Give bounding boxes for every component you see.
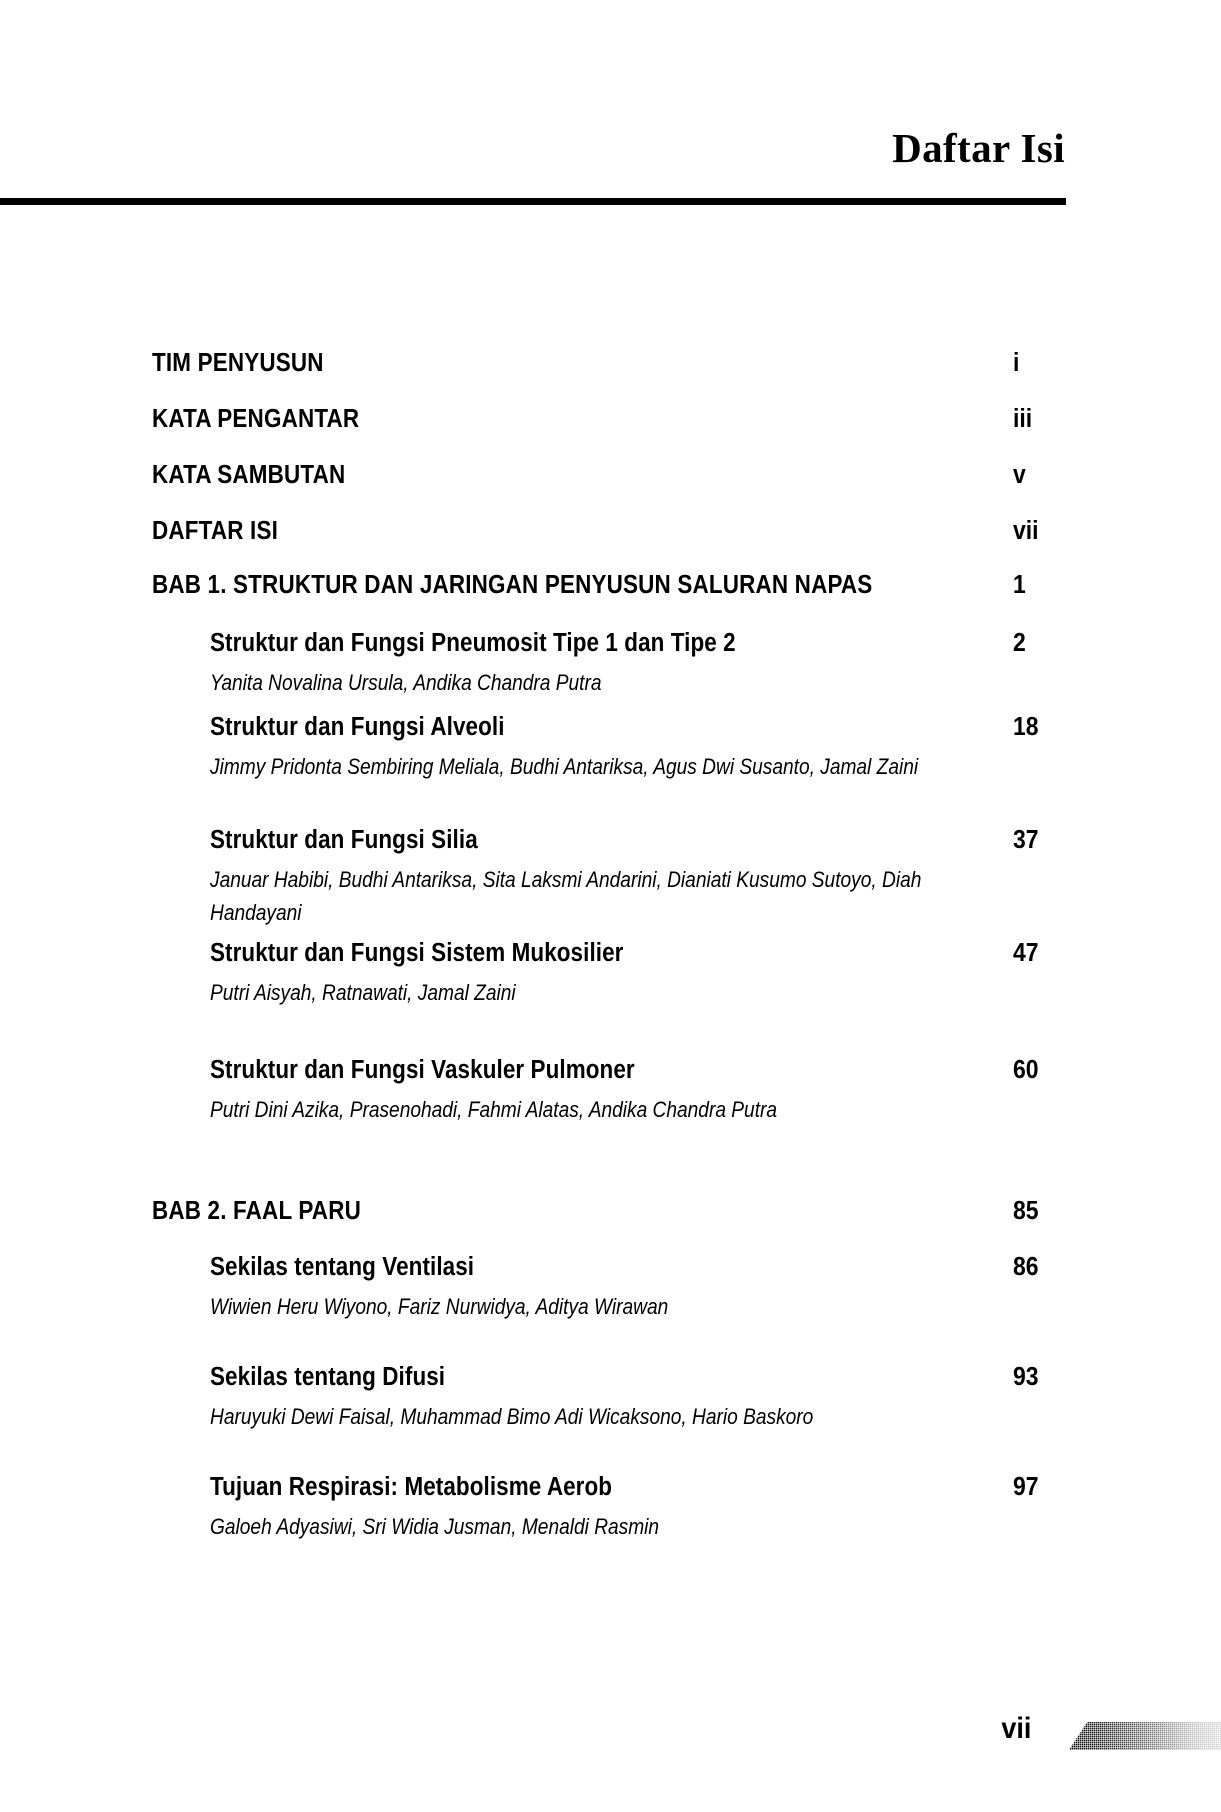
- folio-page-number: vii: [1000, 1712, 1031, 1745]
- toc-subsection-label: Struktur dan Fungsi Alveoli: [210, 713, 505, 741]
- toc-entry-authors: Yanita Novalina Ursula, Andika Chandra Putra: [210, 670, 602, 695]
- toc-subsection-label: Struktur dan Fungsi Silia: [210, 826, 478, 854]
- toc-entry-authors: Januar Habibi, Budhi Antariksa, Sita Laksmi Andarini, Dianiati Kusumo Sutoyo, Diah Handayani: [210, 867, 922, 925]
- toc-entry-authors: Putri Dini Azika, Prasenohadi, Fahmi Alatas, Andika Chandra Putra: [210, 1097, 778, 1122]
- toc-page-number: iii: [1013, 405, 1033, 433]
- toc-page-number: 37: [1013, 826, 1039, 854]
- toc-entry-authors: Haruyuki Dewi Faisal, Muhammad Bimo Adi Wicaksono, Hario Baskoro: [210, 1404, 814, 1429]
- toc-section-label: KATA SAMBUTAN: [152, 461, 346, 489]
- toc-page-number: v: [1013, 461, 1026, 489]
- toc-page-number: vii: [1013, 517, 1039, 545]
- toc-section-label: KATA PENGANTAR: [152, 405, 360, 433]
- toc-entry-authors: Wiwien Heru Wiyono, Fariz Nurwidya, Aditya Wirawan: [210, 1294, 669, 1319]
- toc-section-label: DAFTAR ISI: [152, 517, 279, 545]
- toc-subsection-label: Struktur dan Fungsi Sistem Mukosilier: [210, 939, 624, 967]
- toc-page-number: i: [1013, 349, 1020, 377]
- toc-subsection-label: Sekilas tentang Ventilasi: [210, 1253, 475, 1281]
- toc-page-number: 93: [1013, 1363, 1039, 1391]
- toc-entry-authors: Putri Aisyah, Ratnawati, Jamal Zaini: [210, 980, 516, 1005]
- title-underline-rule: [0, 198, 1066, 205]
- toc-page-number: 1: [1013, 571, 1026, 599]
- toc-page-number: 47: [1013, 939, 1039, 967]
- toc-entry-authors: Jimmy Pridonta Sembiring Meliala, Budhi Antariksa, Agus Dwi Susanto, Jamal Zaini: [210, 754, 919, 779]
- toc-page-number: 85: [1013, 1197, 1039, 1225]
- toc-section-label: BAB 1. STRUKTUR DAN JARINGAN PENYUSUN SALURAN NAPAS: [152, 571, 873, 599]
- toc-page-number: 18: [1013, 713, 1039, 741]
- page-footer: [0, 1652, 1221, 1812]
- toc-page-number: 2: [1013, 629, 1026, 657]
- toc-page-number: 60: [1013, 1056, 1039, 1084]
- toc-page-number: 97: [1013, 1473, 1039, 1501]
- toc-subsection-label: Struktur dan Fungsi Pneumosit Tipe 1 dan Tipe 2: [210, 629, 736, 657]
- toc-section-label: TIM PENYUSUN: [152, 349, 324, 377]
- toc-page-number: 86: [1013, 1253, 1039, 1281]
- page-header: [0, 0, 1221, 210]
- toc-subsection-label: Sekilas tentang Difusi: [210, 1363, 446, 1391]
- toc-subsection-label: Tujuan Respirasi: Metabolisme Aerob: [210, 1473, 613, 1501]
- toc-section-label: BAB 2. FAAL PARU: [152, 1197, 361, 1225]
- toc-entry-authors: Galoeh Adyasiwi, Sri Widia Jusman, Menaldi Rasmin: [210, 1514, 660, 1539]
- page-title: Daftar Isi: [892, 125, 1065, 171]
- toc-subsection-label: Struktur dan Fungsi Vaskuler Pulmoner: [210, 1056, 635, 1084]
- gradient-wedge-ornament-icon: [1069, 1722, 1221, 1750]
